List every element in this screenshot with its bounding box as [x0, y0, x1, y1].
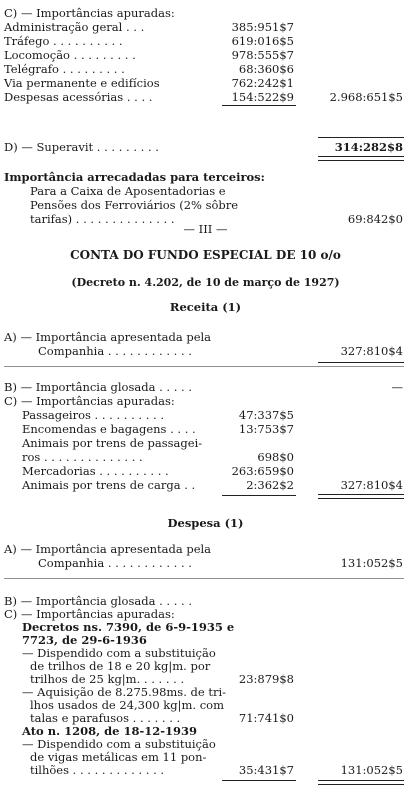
- receita-item-row: [0, 464, 411, 478]
- top-item-row: [0, 90, 411, 104]
- terceiros-value: 69:842$0: [347, 212, 403, 226]
- despesa-item-text: lhos usados de 24,300 kg|m. com: [30, 698, 224, 712]
- despesa-c-label: C) — Importâncias apuradas:: [4, 607, 175, 621]
- despesa-item-text: tilhões . . . . . . . . . . . . .: [30, 763, 165, 777]
- top-header-row: [0, 6, 411, 20]
- receita-heading: Receita (1): [169, 300, 242, 314]
- receita-c-row: [0, 394, 411, 408]
- receita-a-rule: [318, 362, 404, 363]
- despesa-item-line: [0, 698, 411, 712]
- despesa-subtotal-rule: [222, 780, 296, 781]
- receita-a-row: [0, 330, 411, 344]
- top-item-label: Via permanente e edifícios: [4, 76, 160, 90]
- top-item-label: Administração geral . . .: [4, 20, 145, 34]
- superavit-value: 314:282$8: [334, 140, 403, 154]
- despesa-decreto-cont: 7723, de 29-6-1936: [22, 633, 147, 647]
- receita-item-value: 2:362$2: [246, 478, 294, 492]
- despesa-item-value: 71:741$0: [238, 711, 294, 725]
- superavit-row: [0, 140, 411, 154]
- despesa-item-line: [0, 711, 411, 725]
- top-item-label: Despesas acessórias . . . .: [4, 90, 153, 104]
- top-item-value: 385:951$7: [231, 20, 294, 34]
- despesa-decreto: Decretos ns. 7390, de 6-9-1935 e: [22, 620, 235, 634]
- receita-item-row: [0, 422, 411, 436]
- terceiros-text: Pensões dos Ferroviários (2% sôbre: [30, 198, 239, 212]
- terceiros-text: Para a Caixa de Aposentadorias e: [30, 184, 226, 198]
- despesa-item-value: 35:431$7: [238, 763, 294, 777]
- receita-item-row: [0, 408, 411, 422]
- top-item-row: [0, 34, 411, 48]
- receita-item-label: Mercadorias . . . . . . . . . .: [22, 464, 169, 478]
- despesa-decreto-row: [0, 620, 411, 634]
- subtotal-rule: [222, 105, 296, 106]
- receita-b-label: B) — Importância glosada . . . . .: [4, 380, 192, 394]
- despesa-ato: Ato n. 1208, de 18-12-1939: [22, 724, 198, 738]
- despesa-a-value: 131:052$5: [340, 556, 403, 570]
- top-item-row: [0, 48, 411, 62]
- receita-item-label: ros . . . . . . . . . . . . . .: [22, 450, 143, 464]
- section-title: CONTA DO FUNDO ESPECIAL DE 10 o/o: [70, 248, 341, 262]
- despesa-a-label: A) — Importância apresentada pela: [4, 542, 212, 556]
- despesa-heading: Despesa (1): [167, 516, 244, 530]
- top-header: C) — Importâncias apuradas:: [4, 6, 175, 20]
- receita-subtotal-rule: [222, 495, 296, 496]
- superavit-rule-bottom: [318, 156, 404, 161]
- despesa-item-line: [0, 646, 411, 660]
- receita-total-rule: [318, 494, 404, 499]
- receita-a-row: [0, 344, 411, 358]
- despesa-item-text: talas e parafusos . . . . . . .: [30, 711, 181, 725]
- receita-item-row: [0, 436, 411, 450]
- superavit-rule-top: [318, 137, 404, 138]
- receita-total: 327:810$4: [340, 478, 403, 492]
- receita-item-label: Animais por trens de carga . .: [22, 478, 196, 492]
- top-item-value: 619:016$5: [231, 34, 294, 48]
- despesa-item-line: [0, 763, 411, 777]
- despesa-total: 131:052$5: [340, 763, 403, 777]
- receita-b-value: —: [391, 380, 403, 394]
- despesa-item-line: [0, 737, 411, 751]
- receita-b-row: [0, 380, 411, 394]
- despesa-item-value: 23:879$8: [238, 672, 294, 686]
- despesa-item-line: [0, 659, 411, 673]
- despesa-a-label-cont: Companhia . . . . . . . . . . . .: [38, 556, 192, 570]
- terceiros-line: [0, 184, 411, 198]
- receita-a-label-cont: Companhia . . . . . . . . . . . .: [38, 344, 192, 358]
- top-item-row: [0, 20, 411, 34]
- receita-a-value: 327:810$4: [340, 344, 403, 358]
- despesa-decreto-row: [0, 633, 411, 647]
- top-item-value: 762:242$1: [231, 76, 294, 90]
- despesa-b-label: B) — Importância glosada . . . . .: [4, 594, 192, 608]
- receita-item-value: 263:659$0: [231, 464, 294, 478]
- despesa-item-text: de trilhos de 18 e 20 kg|m. por: [30, 659, 211, 673]
- receita-item-label: Animais por trens de passagei-: [22, 436, 203, 450]
- receita-item-row: [0, 478, 411, 492]
- top-item-value: 68:360$6: [238, 62, 294, 76]
- top-item-value: 154:522$9: [231, 90, 294, 104]
- despesa-separator: [4, 578, 404, 579]
- despesa-item-text: — Dispendido com a substituição: [22, 646, 216, 660]
- terceiros-title: Importância arrecadadas para terceiros:: [4, 170, 265, 184]
- despesa-item-line: [0, 750, 411, 764]
- despesa-ato-row: [0, 724, 411, 738]
- receita-a-label: A) — Importância apresentada pela: [4, 330, 212, 344]
- top-item-row: [0, 62, 411, 76]
- section-number: — III —: [183, 222, 228, 236]
- despesa-item-text: — Aquisição de 8.275.98ms. de tri-: [22, 685, 227, 699]
- despesa-item-text: — Dispendido com a substituição: [22, 737, 216, 751]
- section-decree: (Decreto n. 4.202, de 10 de março de 1927): [71, 276, 340, 289]
- despesa-a-row: [0, 556, 411, 570]
- top-total: 2.968:651$5: [329, 90, 403, 104]
- receita-item-row: [0, 450, 411, 464]
- terceiros-line: [0, 198, 411, 212]
- top-item-label: Tráfego . . . . . . . . . .: [4, 34, 123, 48]
- despesa-b-row: [0, 594, 411, 608]
- receita-item-value: 47:337$5: [238, 408, 294, 422]
- despesa-item-text: de vigas metálicas em 11 pon-: [30, 750, 207, 764]
- receita-item-value: 698$0: [257, 450, 294, 464]
- receita-separator: [4, 366, 404, 367]
- superavit-label: D) — Superavit . . . . . . . . .: [4, 140, 159, 154]
- despesa-item-text: trilhos de 25 kg|m. . . . . . .: [30, 672, 185, 686]
- terceiros-title-row: [0, 170, 411, 184]
- despesa-a-row: [0, 542, 411, 556]
- top-item-value: 978:555$7: [231, 48, 294, 62]
- despesa-item-line: [0, 672, 411, 686]
- terceiros-text: tarifas) . . . . . . . . . . . . . .: [30, 212, 175, 226]
- top-item-row: [0, 76, 411, 90]
- despesa-item-line: [0, 685, 411, 699]
- receita-item-label: Passageiros . . . . . . . . . .: [22, 408, 165, 422]
- despesa-c-row: [0, 607, 411, 621]
- top-item-label: Telégrafo . . . . . . . . .: [4, 62, 125, 76]
- receita-c-label: C) — Importâncias apuradas:: [4, 394, 175, 408]
- receita-item-value: 13:753$7: [238, 422, 294, 436]
- despesa-total-rule: [318, 780, 404, 785]
- top-item-label: Locomoção . . . . . . . . .: [4, 48, 136, 62]
- receita-item-label: Encomendas e bagagens . . . .: [22, 422, 196, 436]
